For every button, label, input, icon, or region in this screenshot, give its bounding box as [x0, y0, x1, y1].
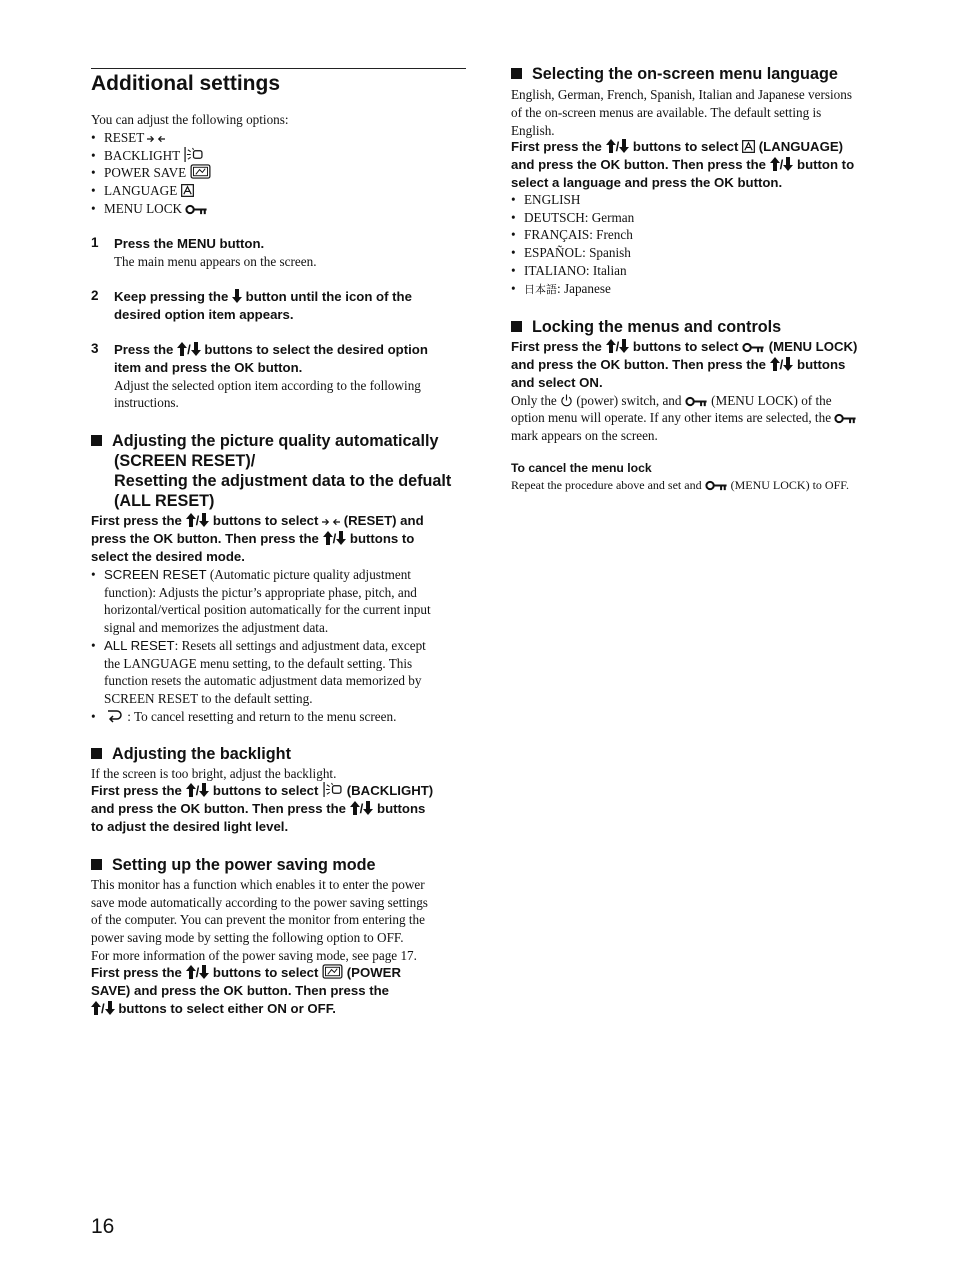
language-text: of the on-screen menus are available. The default setting is	[511, 105, 822, 120]
menu-lock-icon	[742, 342, 765, 353]
backlight-heading: Adjusting the backlight	[91, 744, 291, 764]
up-arrow-icon	[770, 357, 780, 371]
up-arrow-icon	[91, 1001, 101, 1015]
menu-lock-icon	[705, 480, 728, 491]
list-item: • ESPAÑOL: Spanish	[511, 244, 881, 262]
up-arrow-icon	[606, 339, 616, 353]
menu-lock-icon	[185, 204, 208, 215]
up-arrow-icon	[350, 801, 360, 815]
list-item: • BACKLIGHT	[91, 147, 461, 165]
list-item: • : To cancel resetting and return to the menu screen.	[91, 708, 466, 726]
reset-heading-3: Resetting the adjustment data to the defualt	[114, 472, 452, 490]
reset-options	[91, 566, 466, 725]
power-instruction: First press the / buttons to select (POWER	[91, 965, 401, 980]
list-item: • ENGLISH	[511, 191, 881, 209]
backlight-text: If the screen is too bright, adjust the backlight.	[91, 766, 337, 781]
power-save-icon	[190, 164, 211, 179]
list-item: • MENU LOCK	[91, 200, 461, 218]
backlight-instruction-3: to adjust the desired light level.	[91, 819, 289, 834]
backlight-instruction: First press the / buttons to select (BACKLIGHT)	[91, 783, 434, 798]
list-item: • FRANÇAIS: French	[511, 226, 881, 244]
power-icon	[560, 394, 573, 407]
power-text: power saving mode by setting the following option to OFF.	[91, 930, 404, 945]
down-arrow-icon	[199, 783, 209, 797]
list-item-cont: horizontal/vertical position automatically for the current input	[104, 602, 431, 618]
language-icon	[181, 184, 194, 197]
language-heading: Selecting the on-screen menu language	[511, 64, 838, 84]
step-3-instruction-cont: item and press the OK button.	[114, 360, 303, 375]
lock-text: option menu will operate. If any other items are selected, the	[511, 409, 857, 427]
down-arrow-icon	[105, 1001, 115, 1015]
list-item-cont: function): Adjusts the pictur’s appropriate phase, pitch, and	[104, 584, 417, 600]
down-arrow-icon	[783, 357, 793, 371]
step-number: 2	[91, 288, 99, 303]
lock-instruction: First press the / buttons to select (MENU LOCK)	[511, 339, 858, 354]
lock-text: mark appears on the screen.	[511, 428, 658, 443]
page-number: 16	[91, 1215, 115, 1238]
power-heading: Setting up the power saving mode	[91, 855, 376, 875]
backlight-instruction-2: and press the OK button. Then press the / buttons	[91, 801, 426, 816]
list-item-cont: signal and memorizes the adjustment data.	[104, 620, 329, 636]
reset-heading-2: (SCREEN RESET)/	[114, 452, 256, 470]
language-list	[511, 191, 881, 299]
reset-instruction: First press the / buttons to select (RESET) and	[91, 513, 424, 528]
up-arrow-icon	[177, 342, 187, 356]
power-instruction-2: SAVE) and press the OK button. Then press the	[91, 983, 389, 998]
step-1-instruction: Press the MENU button.	[114, 236, 265, 251]
up-arrow-icon	[186, 965, 196, 979]
list-item: • SCREEN RESET (Automatic picture quality adjustment	[91, 566, 466, 584]
down-arrow-icon	[619, 339, 629, 353]
down-arrow-icon	[199, 965, 209, 979]
step-3-instruction: Press the / buttons to select the desired option	[114, 342, 428, 357]
down-arrow-icon	[232, 289, 242, 303]
down-arrow-icon	[363, 801, 373, 815]
power-text: For more information of the power saving mode, see page 17.	[91, 948, 417, 963]
backlight-icon	[183, 147, 204, 162]
list-item-cont: SCREEN RESET to the default setting.	[104, 690, 313, 706]
down-arrow-icon	[199, 513, 209, 527]
intro-text: You can adjust the following options:	[91, 112, 289, 127]
option-list	[91, 129, 461, 218]
step-2-instruction-cont: desired option item appears.	[114, 307, 294, 322]
down-arrow-icon	[783, 157, 793, 171]
title-rule	[91, 68, 466, 69]
list-item: • RESET	[91, 129, 461, 147]
up-arrow-icon	[606, 139, 616, 153]
lock-instruction-2: and press the OK button. Then press the / buttons	[511, 357, 846, 372]
step-3-text-cont: instructions.	[114, 395, 179, 410]
language-text: English, German, French, Spanish, Italian and Japanese versions	[511, 87, 852, 102]
language-text: English.	[511, 123, 555, 138]
return-icon	[104, 709, 124, 723]
reset-instruction-3: select the desired mode.	[91, 549, 245, 564]
language-instruction: First press the / buttons to select (LANGUAGE)	[511, 139, 844, 154]
list-item: • POWER SAVE	[91, 164, 461, 182]
list-item: • ITALIANO: Italian	[511, 262, 881, 280]
language-instruction-3: select a language and press the OK button.	[511, 175, 783, 190]
cancel-lock-heading: To cancel the menu lock	[511, 461, 652, 475]
reset-instruction-2: press the OK button. Then press the / buttons to	[91, 531, 415, 546]
step-3-text: Adjust the selected option item according to the following	[114, 378, 421, 393]
reset-icon	[147, 134, 165, 144]
list-item: • LANGUAGE	[91, 182, 461, 200]
step-2-instruction: Keep pressing the button until the icon of the	[114, 289, 412, 304]
power-text: save mode automatically according to the power saving settings	[91, 895, 428, 910]
reset-heading: Adjusting the picture quality automatically	[91, 431, 439, 451]
lock-heading: Locking the menus and controls	[511, 317, 781, 337]
reset-icon	[322, 517, 340, 527]
page-title: Additional settings	[91, 72, 280, 95]
step-number: 3	[91, 341, 99, 356]
list-item: • 日本語: Japanese	[511, 280, 881, 300]
lock-text: Only the (power) switch, and (MENU LOCK) of the	[511, 393, 832, 408]
list-item-cont: the LANGUAGE menu setting, to the default setting. This	[104, 655, 413, 671]
backlight-icon	[322, 782, 343, 797]
list-item-cont: function resets the automatic adjustment data memorized by	[104, 673, 422, 689]
power-text: of the computer. You can prevent the monitor from entering the	[91, 912, 425, 927]
cancel-lock-text: Repeat the procedure above and set and (MENU LOCK) to OFF.	[511, 478, 849, 492]
step-1-text: The main menu appears on the screen.	[114, 254, 317, 269]
step-number: 1	[91, 235, 99, 250]
up-arrow-icon	[186, 513, 196, 527]
reset-heading-4: (ALL RESET)	[114, 492, 215, 510]
language-instruction-2: and press the OK button. Then press the / button to	[511, 157, 855, 172]
power-save-icon	[322, 964, 343, 979]
list-item: • ALL RESET: Resets all settings and adjustment data, except	[91, 637, 466, 655]
up-arrow-icon	[770, 157, 780, 171]
power-instruction-3: / buttons to select either ON or OFF.	[91, 1000, 336, 1018]
power-text: This monitor has a function which enables it to enter the power	[91, 877, 425, 892]
up-arrow-icon	[323, 531, 333, 545]
lock-instruction-3: and select ON.	[511, 375, 603, 390]
down-arrow-icon	[336, 531, 346, 545]
list-item: • DEUTSCH: German	[511, 209, 881, 227]
menu-lock-icon	[834, 413, 857, 424]
menu-lock-icon	[685, 396, 708, 407]
down-arrow-icon	[619, 139, 629, 153]
down-arrow-icon	[191, 342, 201, 356]
language-icon	[742, 140, 755, 153]
up-arrow-icon	[186, 783, 196, 797]
